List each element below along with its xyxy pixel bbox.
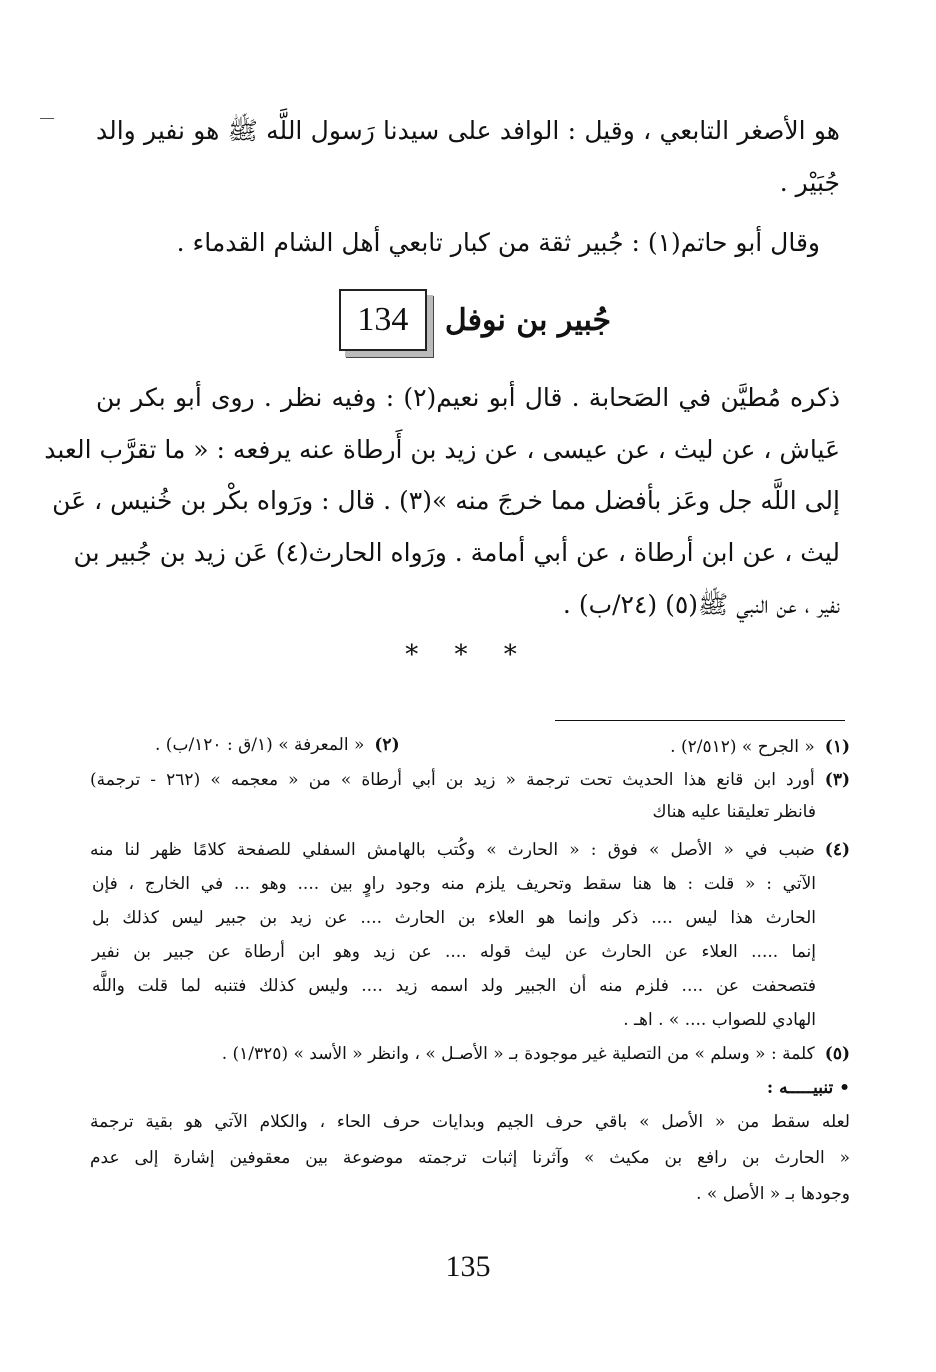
footnote-4-number: (٤) <box>824 840 850 860</box>
footnote-5-text: كلمة : « وسلم » من التصلية غير موجودة بـ « الأصـل » ، وانظر « الأسد » (١/٣٢٥) . <box>221 1044 815 1064</box>
footnote-2 <box>155 735 400 755</box>
footnote-3-line-1 <box>90 770 850 790</box>
footnote-1-number: (١) <box>824 737 850 757</box>
section-separator: * * * <box>405 640 531 670</box>
body-line-3: وقال أبو حاتم(١) : جُبير ثقة من كبار تابعي أهل الشام القدماء . <box>176 228 820 257</box>
page-number: 135 <box>445 1250 491 1283</box>
entry-name: جُبير بن نوفل <box>444 302 612 338</box>
footnote-4-line-2: الآتي : « قلت : ها هنا سقط وتحريف يلزم منه وجود راوٍ بين .... وهو ... في الخارج ، فإن <box>92 874 816 894</box>
footnote-5 <box>90 1044 850 1064</box>
body-line-2: جُبَيْر . <box>779 168 840 197</box>
entry-number-box <box>339 289 427 351</box>
footnote-4-line-4: إنما ..... العلاء عن الحارث عن ليث قوله .... عن زيد وهو ابن أرطاة عن جبير بن نفير <box>92 942 816 962</box>
notice-line-2: « الحارث بن رافع بن مكيث » وآثرنا إثبات ترجمته موضوعة بين معقوفين إشارة إلى عدم <box>90 1148 850 1168</box>
notice-line-3: وجودها بـ « الأصل » . <box>696 1184 850 1204</box>
footnote-2-number: (٢) <box>374 735 400 755</box>
footnote-rule <box>555 720 845 721</box>
notice-line-1: لعله سقط من « الأصل » باقي حرف الجيم وبدايات حرف الحاء ، والكلام الآتي هو بقية ترجمة <box>90 1112 850 1132</box>
entry-line-3: إلى اللَّه جل وعَز بأفضل مما خرجَ منه »(٣) . قال : ورَواه بكْر بن خُنيس ، عَن <box>52 486 840 515</box>
footnote-4-line-6: الهادي للصواب .... » . اهـ . <box>623 1010 816 1030</box>
footnote-4-line-3: الحارث هذا ليس .... ذكر وإنما هو العلاء بن الحارث .... عن زيد بن جبير ليس كذلك بل <box>92 908 816 928</box>
entry-line-5: نفير ، عن النبي ﷺ(٥) (٢٤/ب) . <box>562 590 840 619</box>
footnote-3-line-2: فانظر تعليقنا عليه هناك <box>652 802 816 822</box>
entry-line-2: عَياش ، عن ليث ، عن عيسى ، عن زيد بن أَرطاة عنه يرفعه : « ما تقرَّب العبد <box>44 435 840 464</box>
footnote-4-line-1 <box>90 840 850 860</box>
notice-label: • تنبيـــــه : <box>766 1078 850 1098</box>
footnote-3-number: (٣) <box>824 770 850 790</box>
entry-number: 134 <box>357 301 409 338</box>
entry-header <box>330 285 620 355</box>
footnote-4-text: ضبب في « الأصل » فوق : « الحارث » وكُتب بالهامش السفلي للصفحة كلامًا ظهر لنا منه <box>90 840 815 860</box>
entry-line-1: ذكره مُطيَّن في الصَحابة . قال أبو نعيم(٢) : وفيه نظر . روى أبو بكر بن <box>96 383 840 412</box>
footnote-4-line-5: فتصحفت عن .... فلزم منه أن الجبير ولد اسمه زيد .... وليس كذلك فتنبه لما قلت واللَّه <box>92 976 816 996</box>
entry-line-4: ليث ، عن ابن أرطاة ، عن أبي أمامة . ورَواه الحارث(٤) عَن زيد بن جُبير بن <box>73 538 840 567</box>
footnote-5-number: (٥) <box>824 1044 850 1064</box>
footnote-2-text: « المعرفة » (١/ق : ١٢٠/ب) . <box>155 735 365 755</box>
body-line-1: هو الأصغر التابعي ، وقيل : الوافد على سيدنا رَسول اللَّه ﷺ هو نفير والد <box>96 116 840 145</box>
footnote-1-text: « الجرح » (٢/٥١٢) . <box>670 737 815 757</box>
margin-mark <box>40 118 54 119</box>
footnote-3-text: أورد ابن قانع هذا الحديث تحت ترجمة « زيد بن أبي أرطاة » من « معجمه » (٢٦٢ - ترجمة) <box>90 770 815 790</box>
